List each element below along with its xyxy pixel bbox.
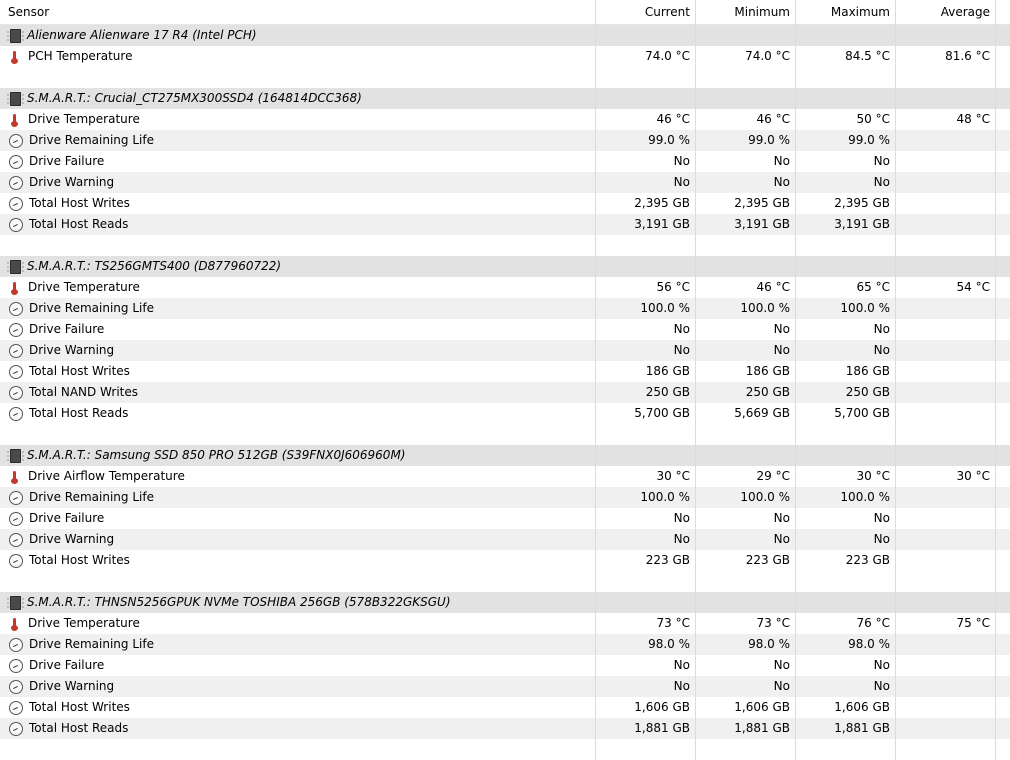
maximum-value: No: [873, 343, 890, 357]
minimum-value: No: [773, 532, 790, 546]
column-divider: [695, 0, 696, 760]
chip-icon: [10, 260, 21, 274]
group-label: S.M.A.R.T.: Crucial_CT275MX300SSD4 (164814DCC368): [27, 91, 362, 105]
minimum-value: 74.0 °C: [745, 49, 790, 63]
sensor-rows: [0, 25, 1010, 760]
column-header-sensor[interactable]: Sensor: [8, 5, 50, 19]
group-label: Alienware Alienware 17 R4 (Intel PCH): [27, 28, 257, 42]
current-value: 2,395 GB: [634, 196, 690, 210]
sensor-row[interactable]: [0, 193, 1010, 214]
sensor-row[interactable]: [0, 214, 1010, 235]
average-value: [896, 676, 995, 697]
minimum-value: No: [773, 175, 790, 189]
current-value: 3,191 GB: [634, 217, 690, 231]
sensor-label: Drive Temperature: [28, 112, 140, 126]
current-value: 46 °C: [656, 112, 690, 126]
sensor-label: Drive Warning: [29, 343, 115, 357]
average-value: [896, 130, 995, 151]
maximum-value: 98.0 %: [848, 637, 890, 651]
average-value: [896, 403, 995, 424]
sensor-label-cell: [0, 277, 595, 298]
sensor-group-row[interactable]: [0, 592, 1010, 613]
chip-icon: [10, 92, 21, 106]
current-value: No: [673, 511, 690, 525]
sensor-label-cell: [0, 193, 595, 214]
average-value: 30 °C: [956, 469, 990, 483]
maximum-value: 3,191 GB: [834, 217, 890, 231]
spacer-row: [0, 739, 1010, 760]
minimum-value: 98.0 %: [748, 637, 790, 651]
group-label-cell: [0, 592, 595, 613]
sensor-label: Drive Warning: [29, 532, 115, 546]
minimum-value: No: [773, 154, 790, 168]
sensor-row[interactable]: [0, 466, 1010, 487]
sensor-row[interactable]: [0, 361, 1010, 382]
current-value: 1,881 GB: [634, 721, 690, 735]
sensor-row[interactable]: [0, 613, 1010, 634]
maximum-value: 223 GB: [845, 553, 890, 567]
spacer-row: [0, 235, 1010, 256]
sensor-row[interactable]: [0, 718, 1010, 739]
maximum-value: 1,881 GB: [834, 721, 890, 735]
sensor-label-cell: [0, 340, 595, 361]
sensor-label: Drive Warning: [29, 175, 115, 189]
maximum-value: 1,606 GB: [834, 700, 890, 714]
sensor-row[interactable]: [0, 529, 1010, 550]
sensor-row[interactable]: [0, 508, 1010, 529]
average-value: [896, 319, 995, 340]
maximum-value: 76 °C: [856, 616, 890, 630]
sensor-row[interactable]: [0, 550, 1010, 571]
sensor-label: Drive Temperature: [28, 616, 140, 630]
gauge-icon: [9, 659, 23, 673]
average-value: [896, 193, 995, 214]
gauge-icon: [9, 638, 23, 652]
column-header-current[interactable]: Current: [644, 5, 690, 19]
sensor-label: Drive Warning: [29, 679, 115, 693]
sensor-label-cell: [0, 613, 595, 634]
sensor-label-cell: [0, 214, 595, 235]
group-label-cell: [0, 256, 595, 277]
sensor-group-row[interactable]: [0, 25, 1010, 46]
gauge-icon: [9, 491, 23, 505]
sensor-label: Total Host Reads: [29, 217, 129, 231]
group-label: S.M.A.R.T.: Samsung SSD 850 PRO 512GB (S39FNX0J606960M): [27, 448, 406, 462]
sensor-label: Total Host Writes: [29, 196, 130, 210]
group-label: S.M.A.R.T.: THNSN5256GPUK NVMe TOSHIBA 256GB (578B322GKSGU): [27, 595, 451, 609]
spacer-row: [0, 67, 1010, 88]
average-value: [896, 697, 995, 718]
gauge-icon: [9, 365, 23, 379]
current-value: 100.0 %: [640, 301, 690, 315]
sensor-label-cell: [0, 676, 595, 697]
sensor-label-cell: [0, 697, 595, 718]
current-value: 250 GB: [645, 385, 690, 399]
column-header-row: [0, 0, 1010, 25]
current-value: 74.0 °C: [645, 49, 690, 63]
sensor-label: Drive Failure: [29, 511, 105, 525]
minimum-value: 99.0 %: [748, 133, 790, 147]
column-header-minimum[interactable]: Minimum: [734, 5, 790, 19]
gauge-icon: [9, 155, 23, 169]
sensor-row[interactable]: [0, 676, 1010, 697]
sensor-label-cell: [0, 466, 595, 487]
sensor-row[interactable]: [0, 298, 1010, 319]
sensor-label-cell: [0, 109, 595, 130]
sensor-row[interactable]: [0, 277, 1010, 298]
average-value: [896, 529, 995, 550]
maximum-value: 5,700 GB: [834, 406, 890, 420]
minimum-value: 2,395 GB: [734, 196, 790, 210]
sensor-row[interactable]: [0, 634, 1010, 655]
chip-icon: [10, 29, 21, 43]
spacer-row: [0, 571, 1010, 592]
maximum-value: 65 °C: [856, 280, 890, 294]
gauge-icon: [9, 701, 23, 715]
sensor-label: Drive Airflow Temperature: [28, 469, 185, 483]
minimum-value: No: [773, 511, 790, 525]
sensor-row[interactable]: [0, 697, 1010, 718]
current-value: 30 °C: [656, 469, 690, 483]
average-value: 75 °C: [956, 616, 990, 630]
average-value: [896, 508, 995, 529]
maximum-value: 50 °C: [856, 112, 890, 126]
group-label: S.M.A.R.T.: TS256GMTS400 (D877960722): [27, 259, 282, 273]
current-value: 223 GB: [645, 553, 690, 567]
sensor-row[interactable]: [0, 172, 1010, 193]
maximum-value: No: [873, 532, 890, 546]
group-label-cell: [0, 445, 595, 466]
sensor-label: Drive Remaining Life: [29, 133, 154, 147]
maximum-value: 186 GB: [845, 364, 890, 378]
gauge-icon: [9, 722, 23, 736]
average-value: 54 °C: [956, 280, 990, 294]
gauge-icon: [9, 197, 23, 211]
average-value: [896, 550, 995, 571]
thermometer-icon: [8, 50, 22, 64]
gauge-icon: [9, 218, 23, 232]
sensor-label-cell: [0, 550, 595, 571]
spacer-row: [0, 424, 1010, 445]
thermometer-icon: [8, 470, 22, 484]
sensor-group-row[interactable]: [0, 256, 1010, 277]
sensor-label-cell: [0, 319, 595, 340]
current-value: 98.0 %: [648, 637, 690, 651]
minimum-value: 5,669 GB: [734, 406, 790, 420]
current-value: 56 °C: [656, 280, 690, 294]
minimum-value: 29 °C: [756, 469, 790, 483]
maximum-value: No: [873, 511, 890, 525]
average-value: [896, 214, 995, 235]
average-value: [896, 718, 995, 739]
sensor-label-cell: [0, 718, 595, 739]
maximum-value: No: [873, 175, 890, 189]
sensor-label: Drive Remaining Life: [29, 637, 154, 651]
average-value: [896, 361, 995, 382]
gauge-icon: [9, 407, 23, 421]
sensor-label: Drive Remaining Life: [29, 301, 154, 315]
sensor-label: Total NAND Writes: [29, 385, 138, 399]
sensor-row[interactable]: [0, 109, 1010, 130]
maximum-value: 84.5 °C: [845, 49, 890, 63]
minimum-value: 223 GB: [745, 553, 790, 567]
maximum-value: No: [873, 322, 890, 336]
sensor-label: Total Host Writes: [29, 364, 130, 378]
average-value: [896, 382, 995, 403]
column-divider: [895, 0, 896, 760]
average-value: [896, 151, 995, 172]
gauge-icon: [9, 533, 23, 547]
current-value: 186 GB: [645, 364, 690, 378]
current-value: No: [673, 322, 690, 336]
average-value: [896, 655, 995, 676]
gauge-icon: [9, 386, 23, 400]
column-header-maximum[interactable]: Maximum: [830, 5, 890, 19]
current-value: 73 °C: [656, 616, 690, 630]
sensor-label-cell: [0, 634, 595, 655]
sensor-label: PCH Temperature: [28, 49, 133, 63]
sensor-label-cell: [0, 172, 595, 193]
current-value: No: [673, 154, 690, 168]
thermometer-icon: [8, 113, 22, 127]
current-value: 5,700 GB: [634, 406, 690, 420]
minimum-value: 46 °C: [756, 280, 790, 294]
current-value: No: [673, 175, 690, 189]
current-value: No: [673, 658, 690, 672]
maximum-value: No: [873, 658, 890, 672]
sensor-row[interactable]: [0, 340, 1010, 361]
sensor-row[interactable]: [0, 319, 1010, 340]
maximum-value: No: [873, 154, 890, 168]
chip-icon: [10, 596, 21, 610]
sensor-label-cell: [0, 46, 595, 67]
sensor-row[interactable]: [0, 487, 1010, 508]
sensor-label-cell: [0, 361, 595, 382]
thermometer-icon: [8, 617, 22, 631]
column-divider: [595, 0, 596, 760]
sensor-label: Drive Temperature: [28, 280, 140, 294]
gauge-icon: [9, 344, 23, 358]
average-value: [896, 634, 995, 655]
sensor-label: Drive Remaining Life: [29, 490, 154, 504]
minimum-value: 100.0 %: [740, 301, 790, 315]
maximum-value: 2,395 GB: [834, 196, 890, 210]
gauge-icon: [9, 323, 23, 337]
minimum-value: 100.0 %: [740, 490, 790, 504]
maximum-value: 100.0 %: [840, 490, 890, 504]
sensor-label-cell: [0, 529, 595, 550]
column-header-average[interactable]: Average: [940, 5, 990, 19]
chip-icon: [10, 449, 21, 463]
maximum-value: 250 GB: [845, 385, 890, 399]
minimum-value: No: [773, 343, 790, 357]
gauge-icon: [9, 176, 23, 190]
average-value: [896, 172, 995, 193]
sensor-label-cell: [0, 298, 595, 319]
sensor-group-row[interactable]: [0, 88, 1010, 109]
gauge-icon: [9, 134, 23, 148]
sensor-row[interactable]: [0, 46, 1010, 67]
sensor-label-cell: [0, 508, 595, 529]
group-label-cell: [0, 88, 595, 109]
maximum-value: 30 °C: [856, 469, 890, 483]
sensor-row[interactable]: [0, 403, 1010, 424]
sensor-row[interactable]: [0, 130, 1010, 151]
gauge-icon: [9, 680, 23, 694]
sensor-label: Drive Failure: [29, 322, 105, 336]
minimum-value: 1,606 GB: [734, 700, 790, 714]
current-value: 100.0 %: [640, 490, 690, 504]
minimum-value: 1,881 GB: [734, 721, 790, 735]
sensor-label: Total Host Writes: [29, 553, 130, 567]
sensor-label: Total Host Reads: [29, 721, 129, 735]
sensor-label: Drive Failure: [29, 658, 105, 672]
average-value: 48 °C: [956, 112, 990, 126]
maximum-value: 100.0 %: [840, 301, 890, 315]
maximum-value: No: [873, 679, 890, 693]
current-value: No: [673, 343, 690, 357]
current-value: 99.0 %: [648, 133, 690, 147]
gauge-icon: [9, 302, 23, 316]
thermometer-icon: [8, 281, 22, 295]
average-value: [896, 487, 995, 508]
sensor-row[interactable]: [0, 151, 1010, 172]
sensor-group-row[interactable]: [0, 445, 1010, 466]
current-value: No: [673, 532, 690, 546]
sensor-label-cell: [0, 403, 595, 424]
minimum-value: No: [773, 322, 790, 336]
sensor-label-cell: [0, 151, 595, 172]
minimum-value: 250 GB: [745, 385, 790, 399]
average-value: 81.6 °C: [945, 49, 990, 63]
column-divider: [795, 0, 796, 760]
sensor-label-cell: [0, 655, 595, 676]
minimum-value: No: [773, 658, 790, 672]
column-divider: [995, 0, 996, 760]
group-label-cell: [0, 25, 595, 46]
sensor-label: Drive Failure: [29, 154, 105, 168]
minimum-value: No: [773, 679, 790, 693]
sensor-label-cell: [0, 487, 595, 508]
sensor-label-cell: [0, 382, 595, 403]
minimum-value: 73 °C: [756, 616, 790, 630]
sensor-label: Total Host Reads: [29, 406, 129, 420]
minimum-value: 46 °C: [756, 112, 790, 126]
gauge-icon: [9, 512, 23, 526]
average-value: [896, 340, 995, 361]
current-value: No: [673, 679, 690, 693]
maximum-value: 99.0 %: [848, 133, 890, 147]
sensor-row[interactable]: [0, 655, 1010, 676]
sensor-label-cell: [0, 130, 595, 151]
minimum-value: 3,191 GB: [734, 217, 790, 231]
gauge-icon: [9, 554, 23, 568]
minimum-value: 186 GB: [745, 364, 790, 378]
average-value: [896, 298, 995, 319]
sensor-row[interactable]: [0, 382, 1010, 403]
current-value: 1,606 GB: [634, 700, 690, 714]
sensor-label: Total Host Writes: [29, 700, 130, 714]
